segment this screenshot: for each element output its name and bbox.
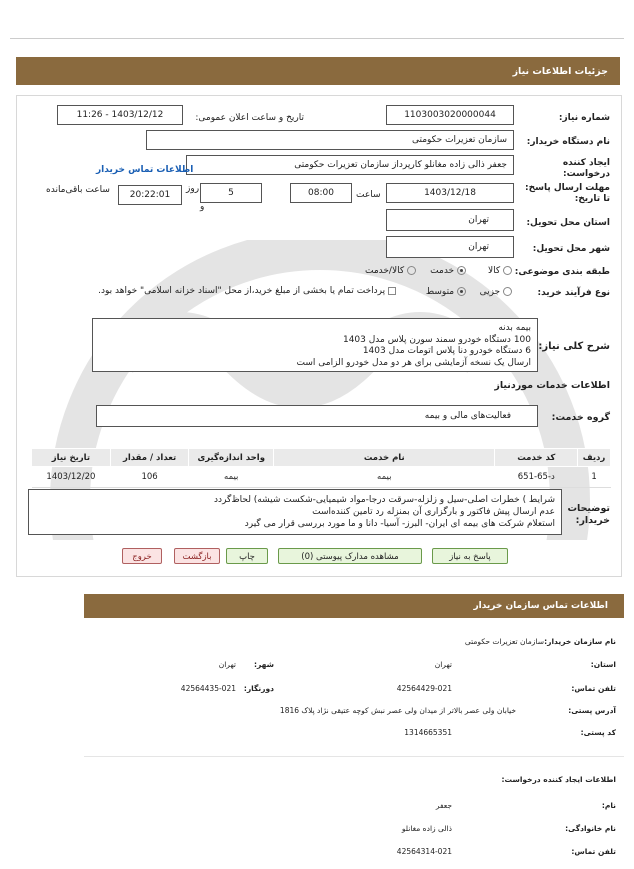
remaining-label: ساعت باقی‌مانده xyxy=(46,185,110,195)
category-option-service[interactable]: خدمت xyxy=(430,266,466,276)
contact-divider xyxy=(84,756,624,757)
contact-phone-value: 42564429-021 xyxy=(396,684,452,693)
contact-city-label: شهر: xyxy=(254,660,274,669)
deadline-label: مهلت ارسال پاسخ: تا تاریخ: xyxy=(525,183,610,204)
col-qty: تعداد / مقدار xyxy=(110,449,189,467)
radio-service[interactable] xyxy=(457,266,466,275)
announce-field[interactable]: 1403/12/12 - 11:26 xyxy=(57,105,183,125)
family-label: نام خانوادگی: xyxy=(565,824,616,833)
postal-label: کد پستی: xyxy=(580,728,616,737)
category-option-both[interactable]: کالا/خدمت xyxy=(365,266,416,276)
org-value: سازمان تعزیرات حکومتی xyxy=(464,637,544,646)
remaining-time-field[interactable]: 20:22:01 xyxy=(118,185,182,205)
page-header-title: جزئیات اطلاعات نیاز xyxy=(512,66,608,77)
radio-minor[interactable] xyxy=(503,287,512,296)
creator-field[interactable]: جعفر ذالی زاده مغانلو کارپرداز سازمان تعزیرات حکومتی xyxy=(186,155,514,175)
org-label: نام سازمان خریدار: xyxy=(544,637,616,646)
province-field[interactable]: تهران xyxy=(386,209,514,231)
services-title: اطلاعات خدمات موردنیاز xyxy=(494,380,610,391)
deadline-time-field[interactable]: 08:00 xyxy=(290,183,352,203)
col-code: کد خدمت xyxy=(495,449,578,467)
cell-row: 1 xyxy=(578,467,611,488)
radio-medium[interactable] xyxy=(457,287,466,296)
col-row: ردیف xyxy=(578,449,611,467)
process-option-medium[interactable]: متوسط xyxy=(426,287,466,297)
contact-header-title: اطلاعات تماس سازمان خریدار xyxy=(473,601,608,611)
summary-line: ارسال یک نسخه آزمایشی برای هر دو مدل خودرو الزامی است xyxy=(296,357,531,368)
cell-date: 1403/12/20 xyxy=(32,467,111,488)
province-label: استان محل تحویل: xyxy=(526,218,610,228)
page-header xyxy=(16,57,620,85)
and-label: و xyxy=(200,202,205,212)
notes-label: توضیحات خریدار: xyxy=(567,503,610,526)
time-label: ساعت xyxy=(356,190,381,200)
buyer-contact-link[interactable]: اطلاعات تماس خریدار xyxy=(96,165,194,175)
creator-phone-label: تلفن تماس: xyxy=(571,847,616,856)
summary-line: بیمه بدنه xyxy=(498,323,531,333)
cell-name: بیمه xyxy=(274,467,495,488)
fax-value: 42564435-021 xyxy=(180,684,236,693)
summary-line: 100 دستگاه خودرو سمند سورن پلاس مدل 1403 xyxy=(342,334,531,345)
cell-unit: بیمه xyxy=(189,467,274,488)
address-label: آدرس پستی: xyxy=(568,706,616,715)
col-name: نام خدمت xyxy=(274,449,495,467)
contact-province-value: تهران xyxy=(434,660,452,669)
print-button[interactable]: چاپ xyxy=(226,548,268,564)
need-number-label: شماره نیاز: xyxy=(558,113,610,123)
contact-city-value: تهران xyxy=(218,660,236,669)
summary-line: 6 دستگاه خودرو دنا پلاس اتومات مدل 1403 xyxy=(362,346,531,356)
summary-label: شرح کلی نیاز: xyxy=(538,341,610,352)
creator-phone-value: 42564314-021 xyxy=(396,847,452,856)
services-table xyxy=(31,448,611,488)
fax-label: دورنگار: xyxy=(243,684,274,693)
table-header-row xyxy=(32,449,611,467)
note-line: استعلام شرکت های بیمه ای ایران- البرز- آسیا- دانا و ما مورد بررسی قرار می گیرد xyxy=(244,519,555,529)
exit-button[interactable]: خروج xyxy=(122,548,162,564)
family-value: ذالی زاده مغانلو xyxy=(401,824,452,833)
days-label: روز xyxy=(186,184,200,194)
col-unit: واحد اندازه‌گیری xyxy=(189,449,274,467)
buyer-field[interactable]: سازمان تعزیرات حکومتی xyxy=(146,130,514,150)
name-value: جعفر xyxy=(435,801,452,810)
buyer-label: نام دستگاه خریدار: xyxy=(526,137,610,147)
category-option-goods[interactable]: کالا xyxy=(488,266,512,276)
summary-box xyxy=(92,318,538,372)
payment-checkbox[interactable] xyxy=(388,287,396,295)
announce-label: تاریخ و ساعت اعلان عمومی: xyxy=(195,113,304,123)
col-date: تاریخ نیاز xyxy=(32,449,111,467)
cell-code: د-65-651 xyxy=(495,467,578,488)
table-row xyxy=(32,467,611,488)
notes-box xyxy=(28,489,562,535)
reply-button[interactable]: پاسخ به نیاز xyxy=(432,548,508,564)
note-line: عدم ارسال پیش فاکتور و بارگزاری آن بمنزله رد تامین کننده‌است xyxy=(312,507,555,517)
postal-value: 1314665351 xyxy=(404,728,452,737)
process-option-minor[interactable]: جزیی xyxy=(480,287,512,297)
back-button[interactable]: بازگشت xyxy=(174,548,220,564)
name-label: نام: xyxy=(601,801,616,810)
days-field[interactable]: 5 xyxy=(200,183,262,203)
cell-qty: 106 xyxy=(110,467,189,488)
radio-goods[interactable] xyxy=(503,266,512,275)
category-label: طبقه بندی موضوعی: xyxy=(514,267,610,277)
service-group-label: گروه خدمت: xyxy=(551,412,610,423)
note-line: شرایط ) خطرات اصلی-سیل و زلزله-سرقت درجا-مواد شیمیایی-شکست شیشه) لحاظ‌گردد xyxy=(214,495,555,505)
payment-option[interactable]: پرداخت تمام یا بخشی از مبلغ خرید،از محل "اسناد خزانه اسلامی" خواهد بود. xyxy=(98,286,396,296)
top-divider xyxy=(10,38,624,39)
address-value: خیابان ولی عصر بالاتر از میدان ولی عصر نبش کوچه عتیقی نژاد پلاک 1816 xyxy=(279,706,516,715)
city-field[interactable]: تهران xyxy=(386,236,514,258)
radio-goods-service[interactable] xyxy=(407,266,416,275)
process-label: نوع فرآیند خرید: xyxy=(537,288,610,298)
attachments-button[interactable]: مشاهده مدارک پیوستی (0) xyxy=(278,548,422,564)
creator-title: اطلاعات ایجاد کننده درخواست: xyxy=(501,775,616,784)
creator-label: ایجاد کننده درخواست: xyxy=(562,158,610,179)
contact-phone-label: تلفن تماس: xyxy=(571,684,616,693)
need-number-field[interactable]: 1103003020000044 xyxy=(386,105,514,125)
deadline-date-field[interactable]: 1403/12/18 xyxy=(386,183,514,203)
city-label: شهر محل تحویل: xyxy=(532,244,610,254)
contact-header xyxy=(84,594,624,618)
contact-province-label: استان: xyxy=(590,660,616,669)
service-group-field[interactable]: فعالیت‌های مالی و بیمه xyxy=(96,405,538,427)
